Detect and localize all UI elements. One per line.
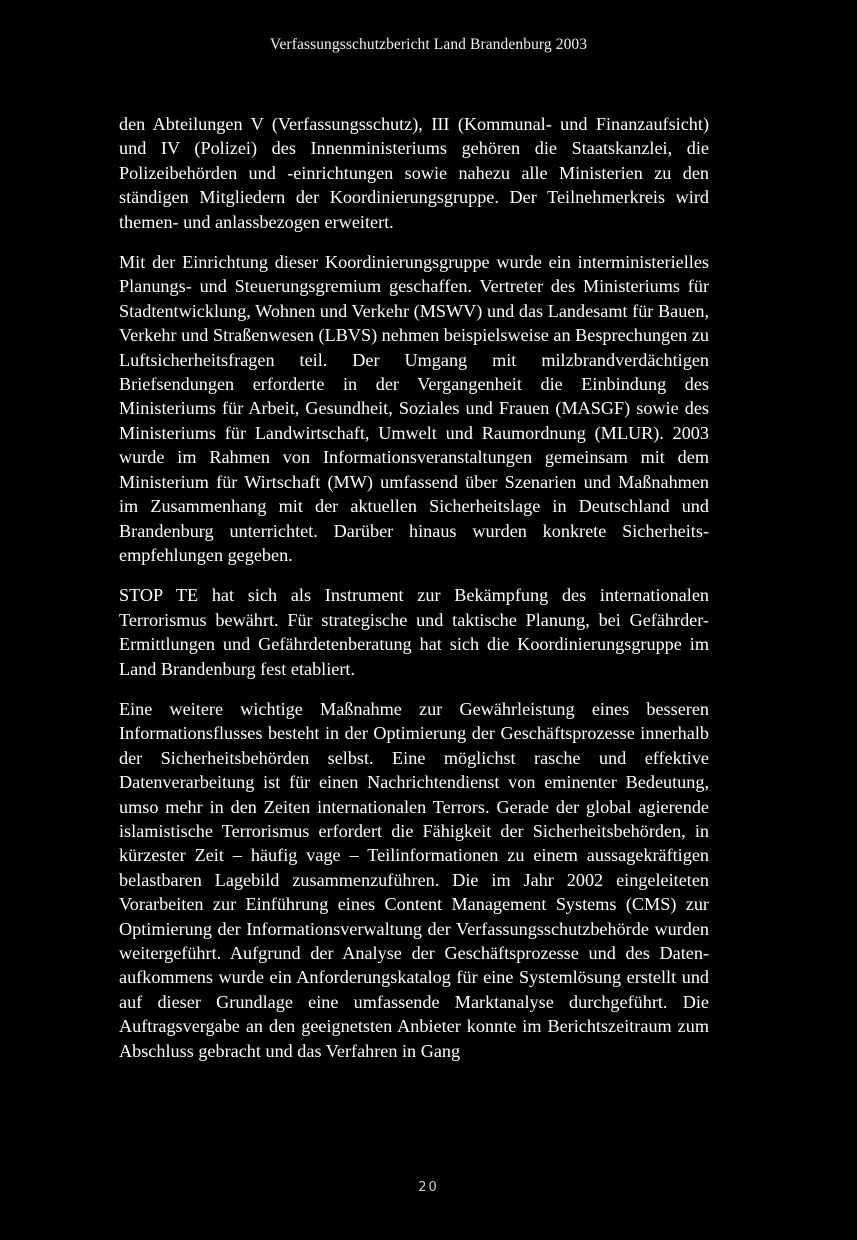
body-text	[119, 112, 709, 1079]
page-number: 20	[418, 1180, 439, 1195]
paragraph-2: Mit der Einrichtung dieser Koordinierungsgruppe wurde ein interministerielles Planungs- und Steuerungsgremium geschaffen. Vertreter des Ministeriums für Stadtentwicklung, Wohnen und Verkehr (MSWV) und das Landesamt für Bauen, Verkehr und Straßenwesen (LBVS) nehmen beispielsweise an Besprechungen zu Luftsicherheitsfragen teil. Der Umgang mit milzbrandverdächtigen Briefsendungen erforderte in der Vergangenheit die Einbindung des Ministeriums für Arbeit, Gesundheit, Soziales und Frauen (MASGF) sowie des Ministeriums für Landwirtschaft, Umwelt und Raumordnung (MLUR). 2003 wurde im Rahmen von Informationsveranstaltungen gemeinsam mit dem Ministerium für Wirtschaft (MW) umfassend über Szenarien und Maßnahmen im Zusammenhang mit der aktuellen Sicherheitslage in Deutschland und Brandenburg unterrichtet. Darüber hinaus wurden konkrete Sicherheitsempfehlungen gegeben.	[119, 252, 709, 565]
paragraph-4: Eine weitere wichtige Maßnahme zur Gewährleistung eines besseren Informationsflusses besteht in der Optimierung der Geschäftsprozesse innerhalb der Sicherheitsbehörden selbst. Eine möglichst rasche und effektive Datenverarbeitung ist für einen Nachrichtendienst von eminenter Bedeutung, umso mehr in den Zeiten internationalen Terrors. Gerade der global agierende islamistische Terrorismus erfordert die Fähigkeit der Sicherheitsbehörden, in kürzester Zeit – häufig vage – Teilinformationen zu einem aussagekräftigen belastbaren Lagebild zusammenzuführen. Die im Jahr 2002 eingeleiteten Vorarbeiten zur Einführung eines Content Management Systems (CMS) zur Optimierung der Informationsverwaltung der Verfassungsschutzbehörde wurden weitergeführt. Aufgrund der Analyse der Geschäftsprozesse und des Datenaufkommens wurde ein Anforderungskatalog für eine Systemlösung erstellt und auf dieser Grundlage eine umfassende Marktanalyse durchgeführt. Die Auftragsvergabe an den geeignetsten Anbieter konnte im Berichtszeitraum zum Abschluss gebracht und das Verfahren in Gang	[119, 698, 709, 1061]
paragraph-3: STOP TE hat sich als Instrument zur Bekämpfung des internationalen Terrorismus bewährt. Für strategische und taktische Planung, bei Gefährder-Ermittlungen und Gefährdetenberatung hat sich die Koordinierungsgruppe im Land Brandenburg fest etabliert.	[119, 585, 709, 679]
paragraph-1: den Abteilungen V (Verfassungsschutz), III (Kommunal- und Finanzaufsicht) und IV (Polizei) des Innenministeriums gehören die Staatskanzlei, die Polizeibehörden und -einrichtungen sowie nahezu alle Ministerien zu den ständigen Mitgliedern der Koordinierungsgruppe. Der Teilnehmerkreis wird themen- und anlassbezogen erweitert.	[119, 114, 709, 232]
running-header: Verfassungsschutzbericht Land Brandenburg 2003	[269, 36, 588, 53]
